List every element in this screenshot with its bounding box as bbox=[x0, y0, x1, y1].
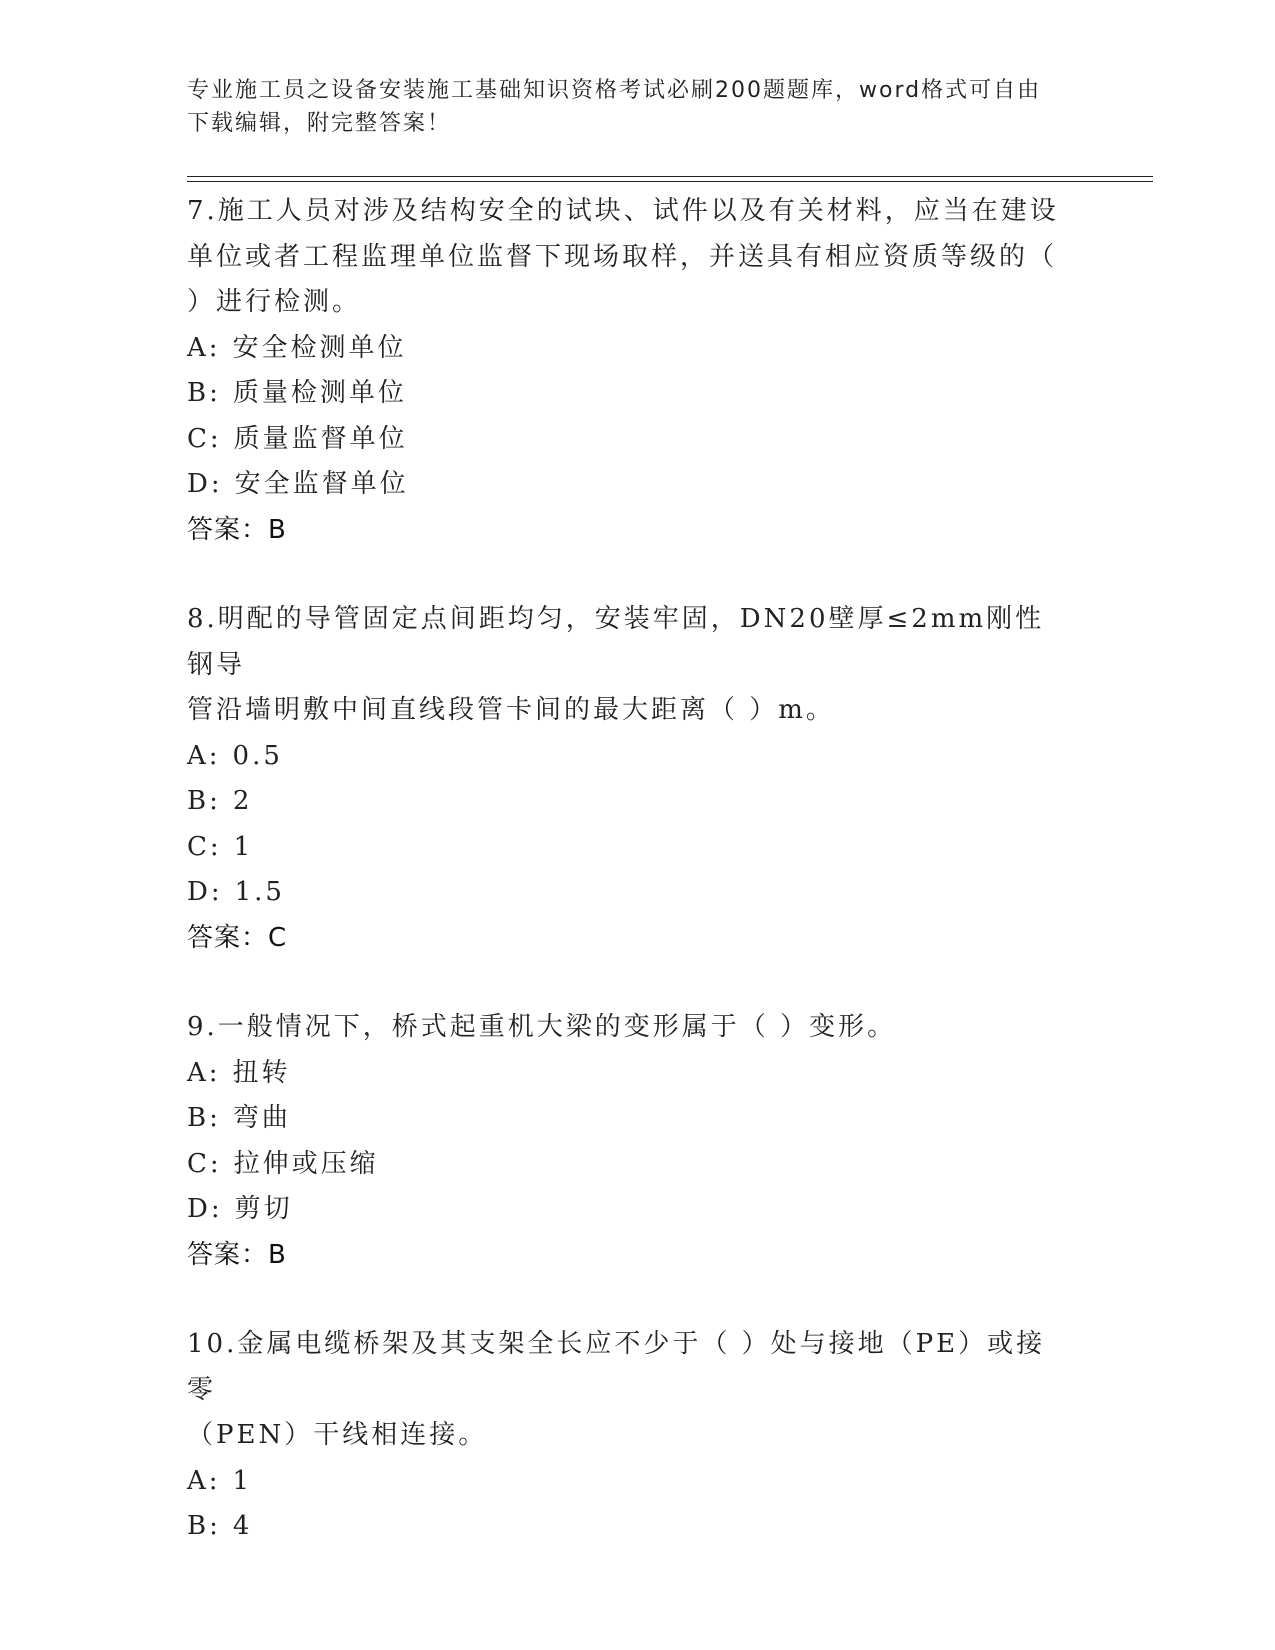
option-d: D: 1.5 bbox=[187, 877, 285, 907]
question-text-line: 9.一般情况下，桥式起重机大梁的变形属于（ ）变形。 bbox=[187, 1012, 897, 1042]
option-a: A: 1 bbox=[187, 1465, 253, 1496]
question-text-line: ）进行检测。 bbox=[187, 287, 362, 317]
question-text-line: 7.施工人员对涉及结构安全的试块、试件以及有关材料，应当在建设 bbox=[187, 196, 1059, 226]
option-c: C: 1 bbox=[187, 831, 254, 862]
question-9 bbox=[187, 1005, 1067, 1278]
question-text-line: 8.明配的导管固定点间距均匀，安装牢固，DN20壁厚≤2mm刚性钢导 bbox=[187, 604, 1045, 680]
question-text-line: （PEN）干线相连接。 bbox=[187, 1420, 488, 1450]
question-text-line: 单位或者工程监理单位监督下现场取样，并送具有相应资质等级的（ bbox=[187, 241, 1058, 272]
option-d: D: 安全监督单位 bbox=[187, 469, 409, 499]
question-list bbox=[187, 189, 1067, 1550]
option-a: A: 0.5 bbox=[187, 740, 283, 771]
option-c: C: 质量监督单位 bbox=[187, 423, 408, 454]
question-text-line: 10.金属电缆桥架及其支架全长应不少于（ ）处与接地（PE）或接零 bbox=[187, 1329, 1046, 1405]
document-header bbox=[187, 74, 1067, 140]
option-a: A: 扭转 bbox=[187, 1057, 291, 1088]
question-8 bbox=[187, 597, 1067, 961]
question-text-line: 管沿墙明敷中间直线段管卡间的最大距离（ ）m。 bbox=[187, 695, 835, 725]
option-d: D: 剪切 bbox=[187, 1194, 293, 1224]
header-line-1: 专业施工员之设备安装施工基础知识资格考试必刷200题题库，word格式可自由 bbox=[187, 78, 1042, 103]
option-b: B: 2 bbox=[187, 786, 253, 816]
option-b: B: 弯曲 bbox=[187, 1103, 291, 1133]
option-b: B: 质量检测单位 bbox=[187, 378, 407, 408]
question-7 bbox=[187, 189, 1067, 553]
question-10 bbox=[187, 1322, 1067, 1550]
header-divider-bottom bbox=[187, 181, 1153, 182]
option-a: A: 安全检测单位 bbox=[187, 332, 407, 363]
answer-line: 答案：C bbox=[187, 922, 288, 953]
answer-line: 答案：B bbox=[187, 1239, 287, 1270]
header-line-2: 下载编辑，附完整答案！ bbox=[187, 111, 452, 136]
option-b: B: 4 bbox=[187, 1511, 253, 1541]
option-c: C: 拉伸或压缩 bbox=[187, 1148, 379, 1179]
answer-line: 答案：B bbox=[187, 514, 287, 545]
header-divider-top bbox=[187, 176, 1153, 177]
